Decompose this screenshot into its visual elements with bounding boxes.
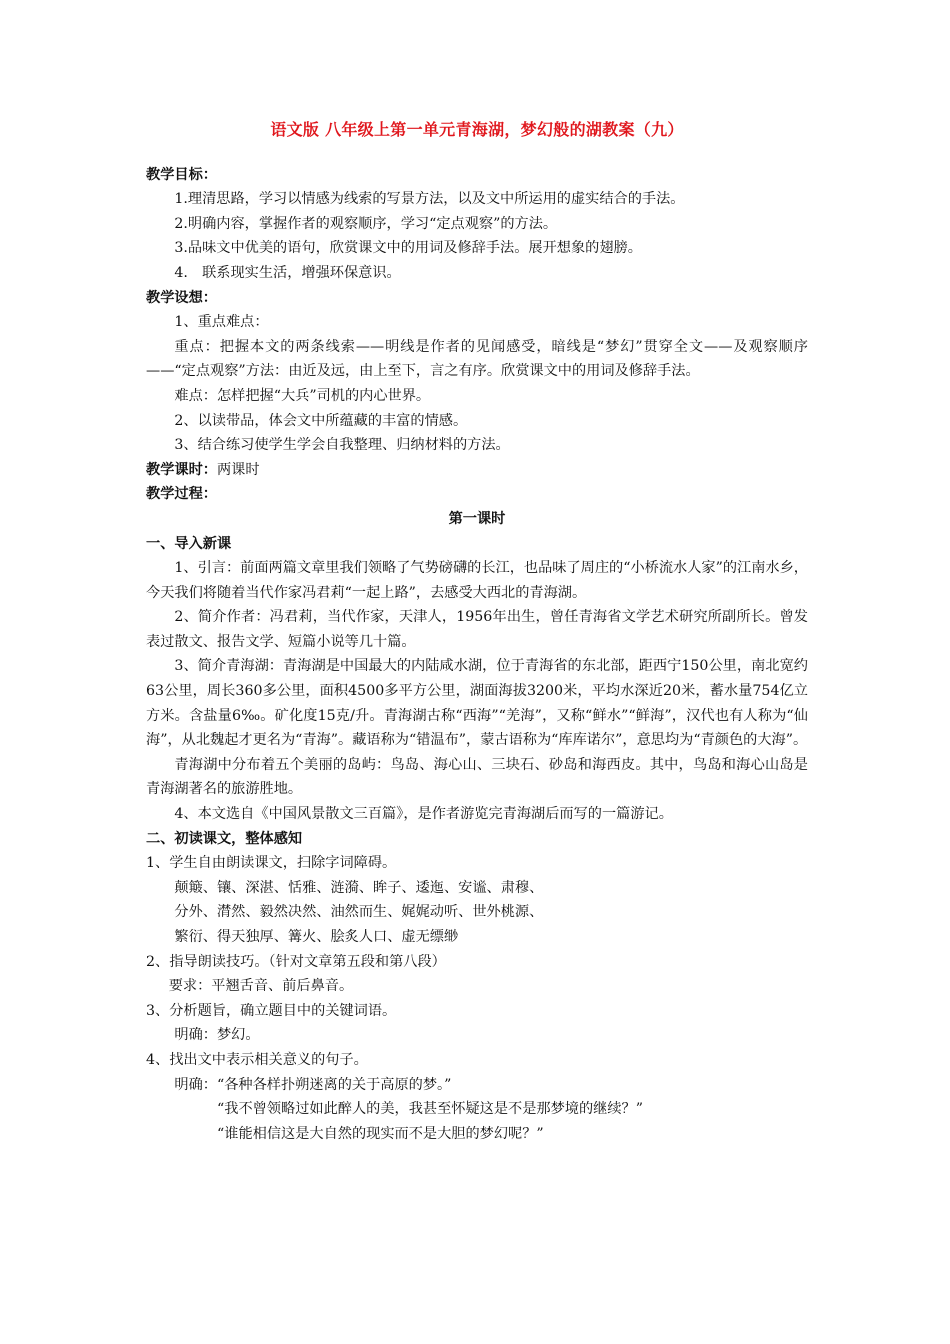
goal-item: 2.明确内容，掌握作者的观察顺序，学习“定点观察”的方法。 [174, 215, 558, 232]
quote-line: “谁能相信这是大自然的现实而不是大胆的梦幻呢？” [217, 1125, 544, 1142]
vocab-line: 颠簸、镶、深湛、恬雅、涟漪、眸子、逶迤、安谧、肃穆、 [174, 879, 544, 896]
list-item: 2、指导朗读技巧。（针对文章第五段和第八段） [146, 953, 446, 970]
list-item: 4、找出文中表示相关意义的句子。 [146, 1051, 368, 1068]
vocab-line: 分外、潸然、毅然决然、油然而生、娓娓动听、世外桃源、 [174, 904, 544, 921]
section-heading-goals: 教学目标： [146, 166, 217, 183]
list-item: 1、学生自由朗读课文，扫除字词障碍。 [146, 855, 397, 872]
goal-item: 1.理清思路，学习以情感为线索的写景方法，以及文中所运用的虚实结合的手法。 [174, 191, 685, 208]
section-heading-design: 教学设想： [146, 289, 217, 306]
vocab-line: 繁衍、得天独厚、篝火、脍炙人口、虚无缥缈 [174, 929, 459, 945]
quote-line: “我不曾领略过如此醉人的美，我甚至怀疑这是不是那梦境的继续？” [217, 1101, 643, 1118]
lesson-title: 第一课时 [448, 510, 506, 527]
paragraph: 1、引言：前面两篇文章里我们领略了气势磅礴的长江，也品味了周庄的“小桥流水人家”的江南水乡，今天我们将随着当代作家冯君莉“一起上路”，去感受大西北的青海湖。 [146, 560, 808, 601]
design-item: 1、重点难点： [174, 314, 269, 331]
answer-line: 明确：“各种各样扑朔迷离的关于高原的梦。” [174, 1076, 452, 1093]
section-heading-hours: 教学课时： [146, 461, 217, 478]
paragraph: 青海湖中分布着五个美丽的岛屿：鸟岛、海心山、三块石、砂岛和海西皮。其中，鸟岛和海心山岛是青海湖著名的旅游胜地。 [146, 756, 808, 798]
goal-item: 3.品味文中优美的语句，欣赏课文中的用词及修辞手法。展开想象的翅膀。 [174, 240, 642, 257]
subsection-heading-intro: 一、导入新课 [146, 535, 232, 552]
list-item: 3、分析题旨，确立题目中的关键词语。 [146, 1002, 397, 1019]
design-difficult-point: 难点：怎样把握“大兵”司机的内心世界。 [174, 387, 431, 404]
section-heading-process: 教学过程： [146, 486, 217, 503]
teaching-hours-value: 两课时 [216, 461, 260, 478]
design-item: 2、以读带品，体会文中所蕴藏的丰富的情感。 [174, 412, 468, 429]
design-item: 3、结合练习使学生学会自我整理、归纳材料的方法。 [174, 437, 510, 454]
paragraph: 2、简介作者：冯君莉，当代作家，天津人，1956年出生，曾任青海省文学艺术研究所副所长。曾发表过散文、报告文学、短篇小说等几十篇。 [146, 609, 808, 650]
requirement-line: 要求：平翘舌音、前后鼻音。 [168, 978, 354, 995]
answer-line: 明确：梦幻。 [174, 1027, 260, 1044]
teaching-hours-line [146, 458, 808, 483]
paragraph: 4、本文选自《中国风景散文三百篇》，是作者游览完青海湖后而写的一篇游记。 [174, 806, 673, 823]
document-title: 语文版 八年级上第一单元青海湖，梦幻般的湖教案（九） [270, 120, 684, 139]
paragraph: 3、简介青海湖：青海湖是中国最大的内陆咸水湖，位于青海省的东北部，距西宁150公里，南北宽约63公里，周长360多公里，面积4500多平方公里，湖面海拔3200米，平均水深近20米，蓄水量754亿立方米。含盐量6‰。矿化度15克/升。青海湖古称“西海”“羌海”，又称“鲜水”“鲜海”，汉代也有人称为“仙海”，从北魏起才更名为“青海”。藏语称为“错温布”，蒙古语称为“库库诺尔”，意思均为“青颜色的大海”。 [146, 658, 808, 749]
document-content [146, 118, 808, 1146]
subsection-heading-reading: 二、初读课文，整体感知 [146, 830, 303, 847]
goal-item: 4. 联系现实生活，增强环保意识。 [174, 264, 401, 281]
design-key-point: 重点：把握本文的两条线索——明线是作者的见闻感受，暗线是“梦幻”贯穿全文——及观察顺序——“定点观察”方法：由近及远，由上至下，言之有序。欣赏课文中的用词及修辞手法。 [146, 338, 808, 380]
